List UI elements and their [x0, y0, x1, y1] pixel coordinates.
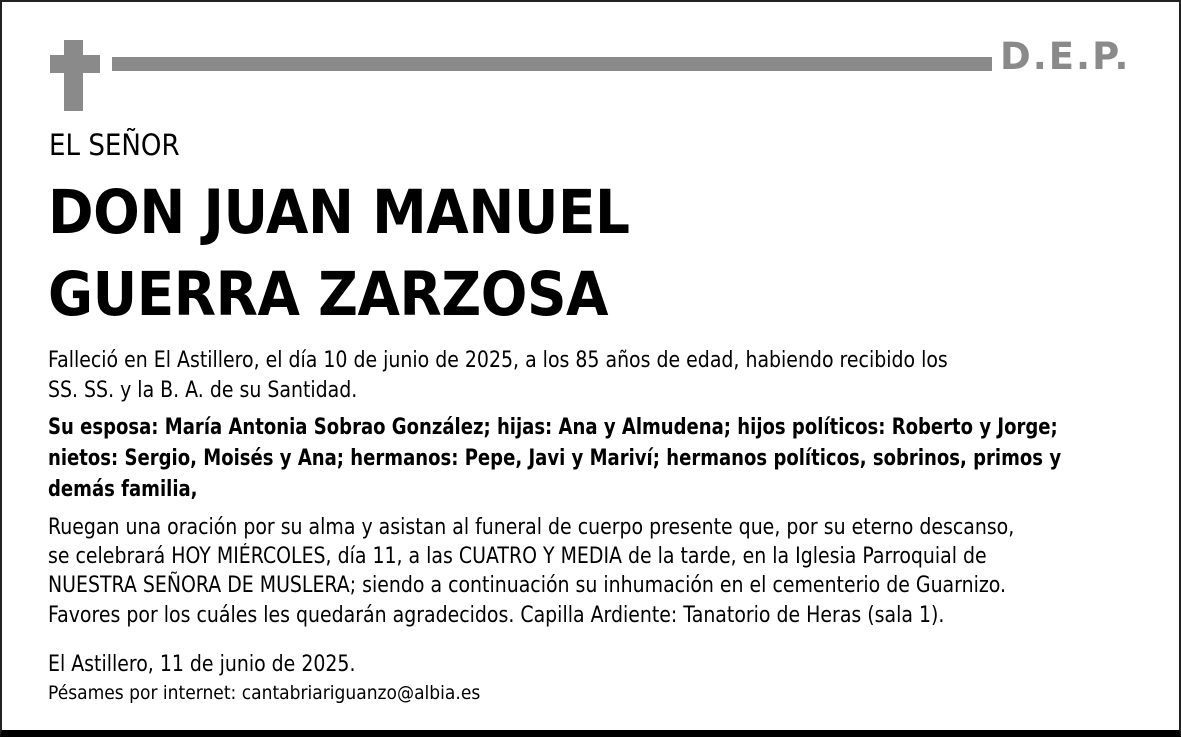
cross-icon [64, 40, 83, 111]
family-line: Su esposa: María Antonia Sobrao González; hijas: Ana y Almudena; hijos políticos: Roberto y Jorge; [48, 415, 1058, 440]
dep-label: D.E.P. [1000, 35, 1131, 78]
request-line: NUESTRA SEÑORA DE MUSLERA; siendo a continuación su inhumación en el cementerio de Guarnizo. [48, 573, 1007, 598]
family-line: nietos: Sergio, Moisés y Ana; hermanos: Pepe, Javi y Mariví; hermanos políticos, sobrinos, primos y [48, 446, 1062, 471]
family-line: demás familia, [48, 477, 198, 502]
place-date: El Astillero, 11 de junio de 2025. [48, 652, 356, 677]
announcement-line: Falleció en El Astillero, el día 10 de junio de 2025, a los 85 años de edad, habiendo recibido los [48, 348, 948, 373]
header-rule [112, 57, 992, 71]
condolences-contact: Pésames por internet: cantabriariguanzo@albia.es [48, 682, 481, 704]
request-line: se celebrará HOY MIÉRCOLES, día 11, a las CUATRO Y MEDIA de la tarde, en la Iglesia Parroquial de [48, 544, 987, 569]
deceased-name-line2: GUERRA ZARZOSA [48, 259, 609, 330]
deceased-name-line1: DON JUAN MANUEL [48, 177, 630, 248]
request-line: Favores por los cuáles les quedarán agradecidos. Capilla Ardiente: Tanatorio de Heras (sala 1). [48, 603, 945, 628]
cross-icon-bar [50, 55, 100, 73]
honorific: EL SEÑOR [49, 128, 180, 162]
announcement-line: SS. SS. y la B. A. de su Santidad. [48, 378, 358, 403]
request-line: Ruegan una oración por su alma y asistan al funeral de cuerpo presente que, por su eterno descanso, [48, 515, 1015, 540]
